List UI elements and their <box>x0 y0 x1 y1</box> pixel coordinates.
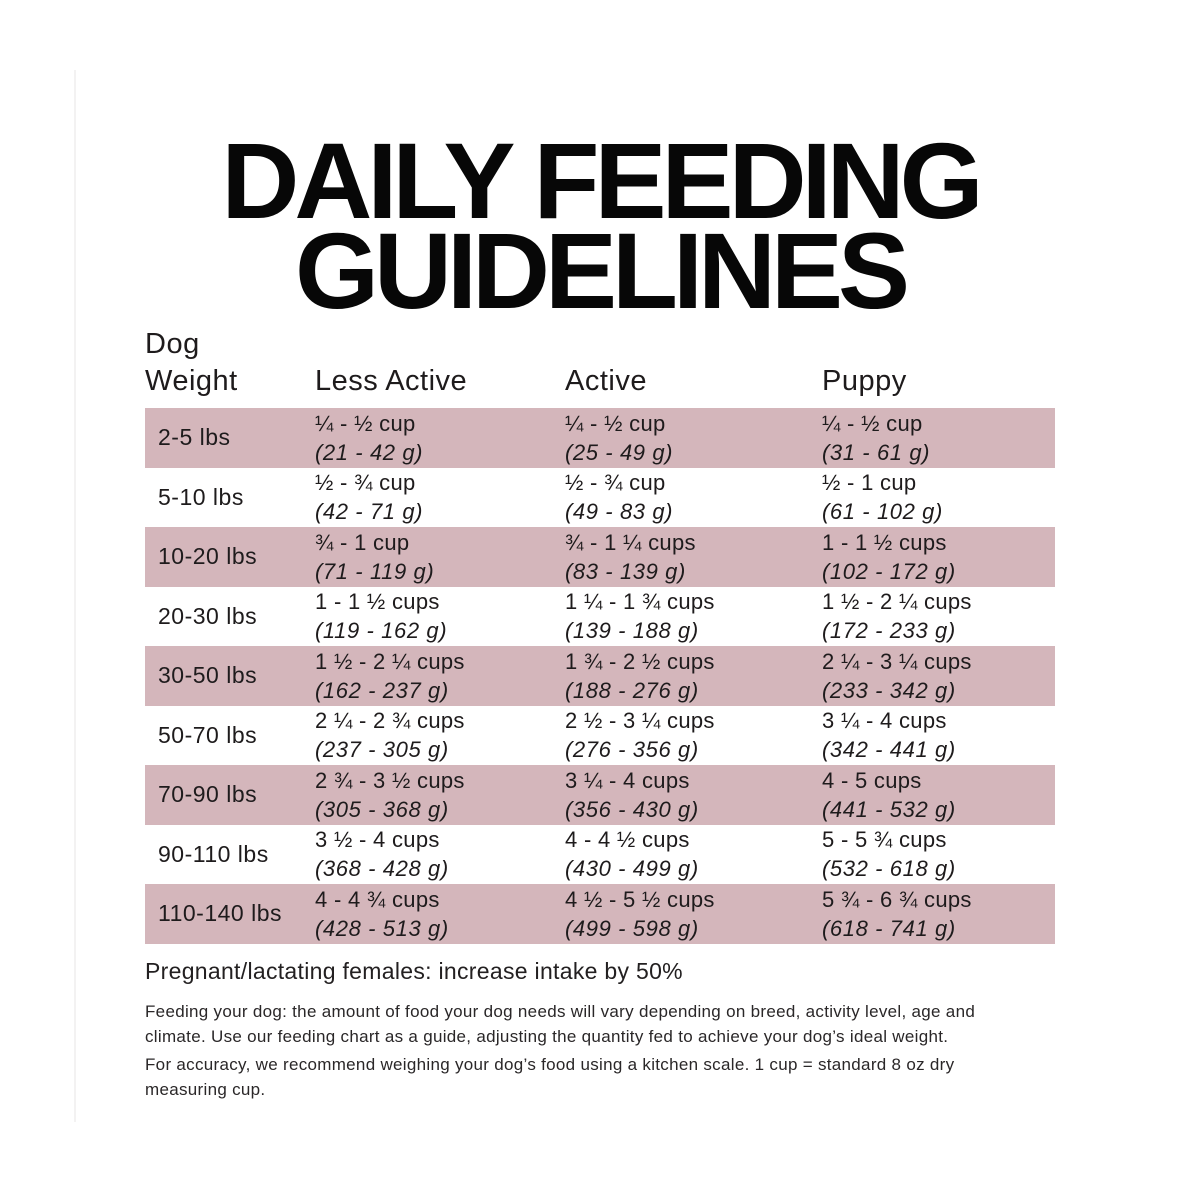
grams-line: (233 - 342 g) <box>822 677 956 703</box>
cups-line: ¼ - ½ cup <box>565 410 666 436</box>
puppy-cell <box>822 885 1055 943</box>
cups-line: 5 - 5 ¾ cups <box>822 827 947 853</box>
grams-line: (532 - 618 g) <box>822 856 956 882</box>
weight-cell: 90-110 lbs <box>158 840 269 867</box>
cups-line: 2 ½ - 3 ¼ cups <box>565 708 715 734</box>
weight-cell: 50-70 lbs <box>158 721 258 748</box>
cups-line: 3 ¼ - 4 cups <box>822 708 947 734</box>
grams-line: (119 - 162 g) <box>315 618 448 644</box>
cups-line: 1 ¼ - 1 ¾ cups <box>565 589 715 615</box>
image-edge-line <box>74 70 76 1122</box>
weight-cell: 110-140 lbs <box>158 900 282 927</box>
grams-line: (49 - 83 g) <box>565 499 674 525</box>
header-dog-weight-line1: Dog <box>145 328 200 360</box>
table-row <box>145 468 1055 528</box>
cups-line: 4 - 4 ¾ cups <box>315 886 440 912</box>
weight-cell: 5-10 lbs <box>158 483 244 510</box>
table-row <box>145 765 1055 825</box>
cups-line: ¼ - ½ cup <box>822 410 923 436</box>
grams-line: (102 - 172 g) <box>822 558 956 584</box>
cups-line: ¼ - ½ cup <box>315 410 416 436</box>
grams-line: (430 - 499 g) <box>565 856 699 882</box>
puppy-cell <box>822 766 1055 824</box>
cups-line: 1 - 1 ½ cups <box>822 529 947 555</box>
grams-line: (428 - 513 g) <box>315 915 449 941</box>
puppy-cell <box>822 706 1055 764</box>
grams-line: (368 - 428 g) <box>315 856 449 882</box>
header-dog-weight-line2: Weight <box>145 365 238 397</box>
less-active-cell <box>315 409 565 467</box>
less-active-cell <box>315 647 565 705</box>
weight-cell: 70-90 lbs <box>158 781 258 808</box>
header-dog-weight <box>145 326 315 400</box>
active-cell <box>565 766 822 824</box>
cups-line: ½ - ¾ cup <box>565 470 666 496</box>
grams-line: (342 - 441 g) <box>822 737 956 763</box>
cups-line: 3 ½ - 4 cups <box>315 827 440 853</box>
weight-cell: 10-20 lbs <box>158 543 258 570</box>
grams-line: (618 - 741 g) <box>822 915 956 941</box>
cups-line: ¾ - 1 cup <box>315 529 410 555</box>
cups-line: 2 ¼ - 3 ¼ cups <box>822 648 972 674</box>
weight-cell: 2-5 lbs <box>158 424 231 451</box>
puppy-cell <box>822 528 1055 586</box>
puppy-cell <box>822 647 1055 705</box>
cups-line: ¾ - 1 ¼ cups <box>565 529 696 555</box>
active-cell <box>565 468 822 526</box>
weight-cell: 20-30 lbs <box>158 602 258 629</box>
cups-line: ½ - ¾ cup <box>315 470 416 496</box>
table-row <box>145 587 1055 647</box>
table-row <box>145 825 1055 885</box>
table-row <box>145 646 1055 706</box>
cups-line: 1 ½ - 2 ¼ cups <box>315 648 465 674</box>
less-active-cell <box>315 528 565 586</box>
header-puppy: Puppy <box>822 365 907 397</box>
page-title <box>100 120 1100 331</box>
active-cell <box>565 409 822 467</box>
cups-line: 4 ½ - 5 ½ cups <box>565 886 715 912</box>
less-active-cell <box>315 885 565 943</box>
grams-line: (21 - 42 g) <box>315 439 424 465</box>
less-active-cell <box>315 468 565 526</box>
less-active-cell <box>315 587 565 645</box>
grams-line: (188 - 276 g) <box>565 677 699 703</box>
header-active: Active <box>565 365 647 397</box>
grams-line: (305 - 368 g) <box>315 796 449 822</box>
less-active-cell <box>315 706 565 764</box>
table-row <box>145 408 1055 468</box>
grams-line: (83 - 139 g) <box>565 558 686 584</box>
cups-line: 3 ¼ - 4 cups <box>565 767 690 793</box>
less-active-cell <box>315 766 565 824</box>
active-cell <box>565 528 822 586</box>
active-cell <box>565 647 822 705</box>
active-cell <box>565 587 822 645</box>
cups-line: 5 ¾ - 6 ¾ cups <box>822 886 972 912</box>
puppy-cell <box>822 468 1055 526</box>
grams-line: (499 - 598 g) <box>565 915 699 941</box>
active-cell <box>565 706 822 764</box>
grams-line: (172 - 233 g) <box>822 618 956 644</box>
cups-line: 1 ¾ - 2 ½ cups <box>565 648 715 674</box>
cups-line: 4 - 5 cups <box>822 767 922 793</box>
cups-line: 1 - 1 ½ cups <box>315 589 440 615</box>
puppy-cell <box>822 587 1055 645</box>
grams-line: (61 - 102 g) <box>822 499 943 525</box>
grams-line: (162 - 237 g) <box>315 677 449 703</box>
active-cell <box>565 885 822 943</box>
table-row <box>145 884 1055 944</box>
pregnant-note: Pregnant/lactating females: increase intake by 50% <box>145 958 683 984</box>
table-header-row <box>145 326 1055 400</box>
cups-line: 2 ¼ - 2 ¾ cups <box>315 708 465 734</box>
grams-line: (276 - 356 g) <box>565 737 699 763</box>
puppy-cell <box>822 825 1055 883</box>
grams-line: (237 - 305 g) <box>315 737 449 763</box>
less-active-cell <box>315 825 565 883</box>
active-cell <box>565 825 822 883</box>
grams-line: (25 - 49 g) <box>565 439 674 465</box>
title-line-2: GUIDELINES <box>294 210 906 331</box>
grams-line: (139 - 188 g) <box>565 618 699 644</box>
table-row <box>145 706 1055 766</box>
weight-cell: 30-50 lbs <box>158 662 258 689</box>
feeding-note: Feeding your dog: the amount of food your dog needs will vary depending on breed, activity level, age and climate. Use our feeding chart as a guide, adjusting the quantity fed to achieve your dog’s ideal weight. <box>145 1002 976 1046</box>
cups-line: 2 ¾ - 3 ½ cups <box>315 767 465 793</box>
cups-line: 4 - 4 ½ cups <box>565 827 690 853</box>
grams-line: (42 - 71 g) <box>315 499 424 525</box>
table-row <box>145 527 1055 587</box>
feeding-table-body <box>145 408 1055 944</box>
title-line-1: DAILY FEEDING <box>221 120 979 241</box>
grams-line: (71 - 119 g) <box>315 558 435 584</box>
header-less-active: Less Active <box>315 365 468 397</box>
grams-line: (31 - 61 g) <box>822 439 931 465</box>
puppy-cell <box>822 409 1055 467</box>
cups-line: ½ - 1 cup <box>822 470 917 496</box>
cups-line: 1 ½ - 2 ¼ cups <box>822 589 972 615</box>
grams-line: (441 - 532 g) <box>822 796 956 822</box>
grams-line: (356 - 430 g) <box>565 796 699 822</box>
accuracy-note: For accuracy, we recommend weighing your dog’s food using a kitchen scale. 1 cup = standard 8 oz dry measuring cup. <box>145 1055 955 1099</box>
